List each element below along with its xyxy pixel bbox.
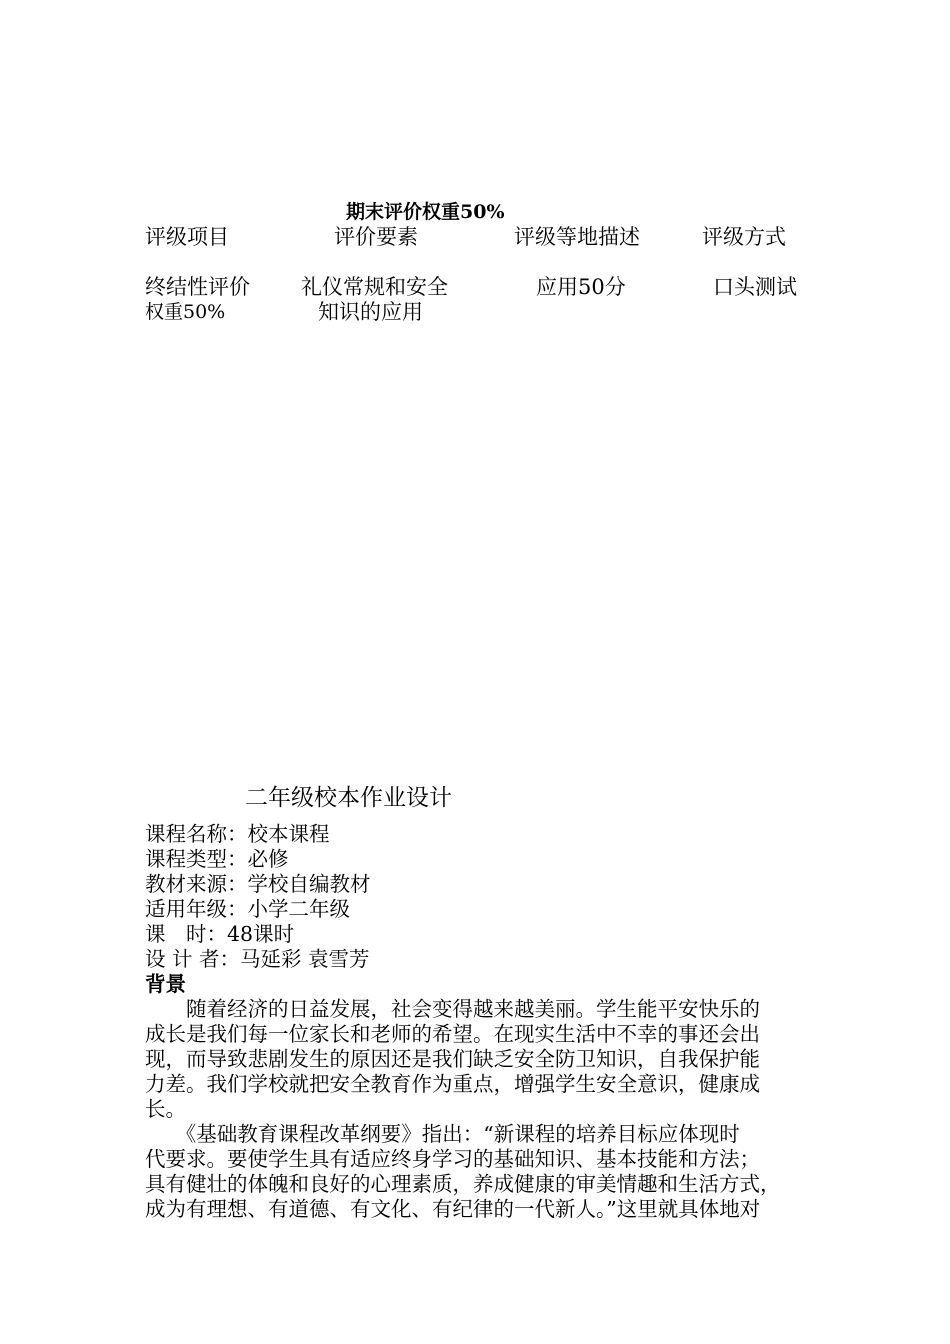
table-header-element: 评价要素 — [334, 225, 418, 249]
info-grade: 适用年级：小学二年级 — [145, 897, 350, 921]
paragraph-line: 长。 — [145, 1097, 186, 1121]
table-header-item: 评级项目 — [145, 225, 229, 249]
paragraph-line: 《基础教育课程改革纲要》指出：“新课程的培养目标应体现时 — [145, 1122, 740, 1146]
doc-title: 二年级校本作业设计 — [245, 785, 452, 811]
info-designers: 设 计 者：马延彩 袁雪芳 — [145, 947, 370, 971]
table-cell-weight: 权重50% — [145, 301, 226, 323]
table-cell-element-cont: 知识的应用 — [318, 300, 423, 324]
paragraph-line: 随着经济的日益发展，社会变得越来越美丽。学生能平安快乐的 — [145, 997, 760, 1021]
paragraph-line: 现，而导致悲剧发生的原因还是我们缺乏安全防卫知识，自我保护能 — [145, 1047, 760, 1071]
info-course-type: 课程类型：必修 — [145, 847, 289, 871]
paragraph-line: 代要求。要使学生具有适应终身学习的基础知识、基本技能和方法； — [145, 1147, 760, 1171]
table-cell-description: 应用50分 — [536, 275, 626, 299]
table-cell-method: 口头测试 — [713, 275, 797, 299]
paragraph-line: 具有健壮的体魄和良好的心理素质，养成健康的审美情趣和生活方式， — [145, 1172, 781, 1196]
info-hours: 课 时：48课时 — [145, 922, 295, 946]
table-cell-item: 终结性评价 — [145, 275, 250, 299]
section-heading: 背景 — [145, 972, 186, 996]
table-header-method: 评级方式 — [702, 225, 786, 249]
paragraph-line: 成为有理想、有道德、有文化、有纪律的一代新人。”这里就具体地对 — [145, 1197, 761, 1221]
paragraph-line: 力差。我们学校就把安全教育作为重点，增强学生安全意识，健康成 — [145, 1072, 760, 1096]
paragraph-line: 成长是我们每一位家长和老师的希望。在现实生活中不幸的事还会出 — [145, 1022, 760, 1046]
info-material-source: 教材来源：学校自编教材 — [145, 872, 371, 896]
table-title: 期末评价权重50% — [346, 201, 505, 223]
table-header-description: 评级等地描述 — [514, 225, 640, 249]
table-cell-element: 礼仪常规和安全 — [301, 275, 448, 299]
info-course-name: 课程名称：校本课程 — [145, 822, 330, 846]
